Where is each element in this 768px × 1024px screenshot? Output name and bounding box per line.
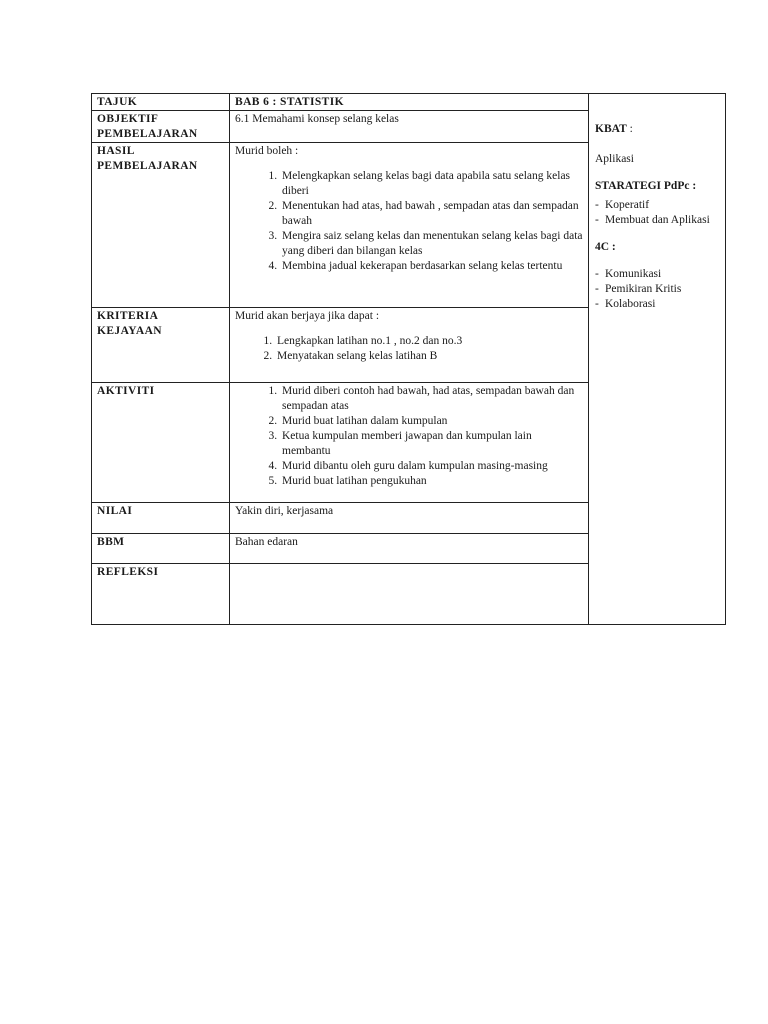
kbat-value: Aplikasi: [595, 153, 634, 165]
label-tajuk: TAJUK: [92, 94, 230, 111]
label-line: OBJEKTIF: [97, 113, 159, 125]
hasil-list: [235, 169, 583, 274]
list-item: 4. Membina jadual kekerapan berdasarkan selang kelas tertentu: [280, 259, 583, 274]
label-line: KRITERIA: [97, 310, 159, 322]
list-item: 1. Murid diberi contoh had bawah, had atas, sempadan bawah dan sempadan atas: [280, 384, 583, 414]
label-line: PEMBELAJARAN: [97, 128, 198, 140]
label-refleksi: REFLEKSI: [92, 564, 230, 625]
kbat-colon: :: [626, 123, 633, 135]
fourc-list: [595, 267, 719, 312]
side-panel: [589, 94, 726, 625]
list-item: 3. Ketua kumpulan memberi jawapan dan kumpulan lain membantu: [280, 429, 583, 459]
label-hasil: [92, 143, 230, 308]
kriteria-list: [235, 334, 583, 364]
fourc-heading: 4C :: [595, 241, 616, 253]
label-line: KEJAYAAN: [97, 325, 162, 337]
list-item: - Membuat dan Aplikasi: [595, 213, 719, 228]
value-bbm: Bahan edaran: [230, 534, 589, 564]
list-item: - Kolaborasi: [595, 297, 719, 312]
label-line: PEMBELAJARAN: [97, 160, 198, 172]
list-item: 1. Melengkapkan selang kelas bagi data apabila satu selang kelas diberi: [280, 169, 583, 199]
strategi-heading: STARATEGI PdPc :: [595, 180, 697, 192]
list-item: 4. Murid dibantu oleh guru dalam kumpulan masing-masing: [280, 459, 583, 474]
list-item: 2. Murid buat latihan dalam kumpulan: [280, 414, 583, 429]
label-kriteria: [92, 308, 230, 383]
strategi-list: [595, 198, 719, 228]
aktiviti-list: [235, 384, 583, 489]
value-kriteria: [230, 308, 589, 383]
label-line: HASIL: [97, 145, 135, 157]
value-refleksi: [230, 564, 589, 625]
list-item: 2. Menentukan had atas, had bawah , sempadan atas dan sempadan bawah: [280, 199, 583, 229]
label-bbm: BBM: [92, 534, 230, 564]
list-item: 2. Menyatakan selang kelas latihan B: [275, 349, 583, 364]
list-item: - Pemikiran Kritis: [595, 282, 719, 297]
value-aktiviti: [230, 383, 589, 503]
value-nilai: Yakin diri, kerjasama: [230, 503, 589, 534]
kriteria-intro: Murid akan berjaya jika dapat :: [235, 310, 380, 322]
list-item: 3. Mengira saiz selang kelas dan menentukan selang kelas bagi data yang diberi dan bilangan kelas: [280, 229, 583, 259]
list-item: - Komunikasi: [595, 267, 719, 282]
kbat-heading: KBAT: [595, 123, 627, 135]
row-tajuk: [92, 94, 726, 111]
label-nilai: NILAI: [92, 503, 230, 534]
label-aktiviti: AKTIVITI: [92, 383, 230, 503]
value-hasil: [230, 143, 589, 308]
list-item: - Koperatif: [595, 198, 719, 213]
label-objektif: [92, 111, 230, 143]
value-objektif: 6.1 Memahami konsep selang kelas: [230, 111, 589, 143]
list-item: 5. Murid buat latihan pengukuhan: [280, 474, 583, 489]
lesson-plan-table: [91, 93, 726, 625]
value-tajuk: BAB 6 : STATISTIK: [230, 94, 589, 111]
list-item: 1. Lengkapkan latihan no.1 , no.2 dan no.3: [275, 334, 583, 349]
hasil-intro: Murid boleh :: [235, 145, 299, 157]
